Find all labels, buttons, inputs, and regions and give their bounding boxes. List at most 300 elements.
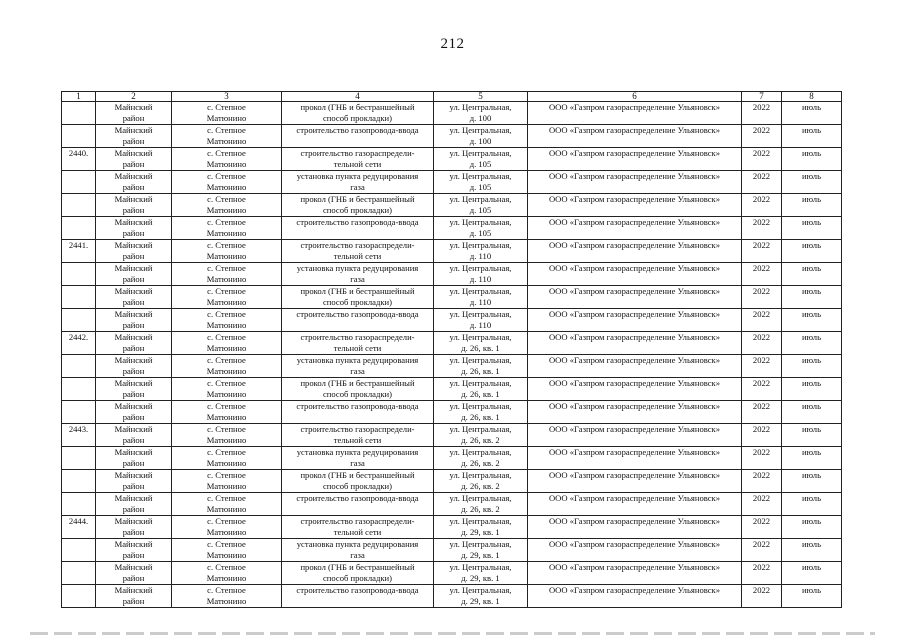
- locality-cell: [172, 378, 282, 401]
- locality-cell-line: Матюнино: [206, 504, 247, 514]
- locality-cell: [172, 125, 282, 148]
- district-cell: [96, 378, 172, 401]
- item-number-cell: [62, 355, 96, 378]
- year-cell: 2022: [742, 332, 782, 355]
- organization-cell: ООО «Газпром газораспределение Ульяновск»: [528, 148, 742, 171]
- month-cell: июль: [782, 286, 842, 309]
- locality-cell-line: Матюнино: [206, 573, 247, 583]
- district-cell-line: Майнский: [114, 217, 153, 227]
- page-number: 212: [440, 36, 465, 52]
- address-cell-line: д. 26, кв. 1: [461, 389, 500, 399]
- header-cell-8: 8: [782, 92, 842, 102]
- district-cell: [96, 194, 172, 217]
- address-cell-line: д. 105: [469, 159, 492, 169]
- month-cell: июль: [782, 263, 842, 286]
- address-cell: [434, 424, 528, 447]
- work-type-cell: [282, 171, 434, 194]
- address-cell: [434, 562, 528, 585]
- locality-cell-line: Матюнино: [206, 527, 247, 537]
- locality-cell-line: Матюнино: [206, 412, 247, 422]
- district-cell-line: район: [122, 343, 145, 353]
- organization-cell: ООО «Газпром газораспределение Ульяновск»: [528, 470, 742, 493]
- address-cell: [434, 309, 528, 332]
- district-cell: [96, 125, 172, 148]
- locality-cell: [172, 332, 282, 355]
- work-type-cell-line: способ прокладки): [322, 205, 393, 215]
- work-type-cell-line: строительство газораспредели-: [300, 148, 415, 158]
- locality-cell-line: с. Степное: [207, 263, 246, 273]
- month-cell: июль: [782, 240, 842, 263]
- month-cell: июль: [782, 378, 842, 401]
- address-cell-line: ул. Центральная,: [449, 516, 512, 526]
- organization-cell: ООО «Газпром газораспределение Ульяновск»: [528, 102, 742, 125]
- district-cell-line: район: [122, 481, 145, 491]
- table-row: [62, 562, 842, 585]
- district-cell-line: район: [122, 366, 145, 376]
- locality-cell-line: Матюнино: [206, 550, 247, 560]
- work-type-cell-line: прокол (ГНБ и бестраншейный: [300, 562, 415, 572]
- year-cell: 2022: [742, 539, 782, 562]
- month-cell: июль: [782, 585, 842, 608]
- table-row: [62, 332, 842, 355]
- organization-cell: ООО «Газпром газораспределение Ульяновск»: [528, 401, 742, 424]
- address-cell-line: д. 110: [469, 274, 492, 284]
- locality-cell-line: с. Степное: [207, 585, 246, 595]
- address-cell-line: д. 100: [469, 136, 492, 146]
- district-cell: [96, 286, 172, 309]
- locality-cell-line: Матюнино: [206, 389, 247, 399]
- locality-cell-line: с. Степное: [207, 125, 246, 135]
- organization-cell: ООО «Газпром газораспределение Ульяновск»: [528, 447, 742, 470]
- work-type-cell-line: способ прокладки): [322, 113, 393, 123]
- locality-cell: [172, 171, 282, 194]
- work-type-cell-line: строительство газопровода-ввода: [296, 401, 419, 411]
- work-type-cell-line: тельной сети: [333, 343, 382, 353]
- table-row: [62, 516, 842, 539]
- table-row: [62, 539, 842, 562]
- locality-cell: [172, 585, 282, 608]
- item-number-cell: [62, 401, 96, 424]
- month-cell: июль: [782, 516, 842, 539]
- locality-cell: [172, 217, 282, 240]
- table-row: [62, 102, 842, 125]
- item-number-cell: [62, 562, 96, 585]
- organization-cell: ООО «Газпром газораспределение Ульяновск»: [528, 355, 742, 378]
- district-cell-line: Майнский: [114, 171, 153, 181]
- address-cell-line: д. 26, кв. 2: [461, 481, 500, 491]
- address-cell-line: д. 29, кв. 1: [461, 550, 500, 560]
- locality-cell-line: с. Степное: [207, 401, 246, 411]
- address-cell-line: ул. Центральная,: [449, 585, 512, 595]
- table-row: [62, 240, 842, 263]
- locality-cell: [172, 263, 282, 286]
- address-cell-line: д. 29, кв. 1: [461, 596, 500, 606]
- locality-cell-line: Матюнино: [206, 228, 247, 238]
- table-row: [62, 424, 842, 447]
- address-cell-line: ул. Центральная,: [449, 217, 512, 227]
- work-type-cell-line: строительство газопровода-ввода: [296, 493, 419, 503]
- work-type-cell-line: способ прокладки): [322, 573, 393, 583]
- work-type-cell-line: установка пункта редуцирования: [296, 355, 419, 365]
- address-cell-line: ул. Центральная,: [449, 493, 512, 503]
- district-cell-line: район: [122, 596, 145, 606]
- organization-cell: ООО «Газпром газораспределение Ульяновск»: [528, 378, 742, 401]
- address-cell-line: д. 26, кв. 1: [461, 412, 500, 422]
- address-cell-line: ул. Центральная,: [449, 470, 512, 480]
- work-type-cell-line: строительство газораспредели-: [300, 332, 415, 342]
- work-type-cell-line: строительство газопровода-ввода: [296, 125, 419, 135]
- address-cell-line: ул. Центральная,: [449, 263, 512, 273]
- item-number-cell: [62, 217, 96, 240]
- locality-cell-line: Матюнино: [206, 458, 247, 468]
- item-number-cell: [62, 378, 96, 401]
- work-type-cell: [282, 447, 434, 470]
- header-cell-1: 1: [62, 92, 96, 102]
- table-row: [62, 148, 842, 171]
- item-number-cell: [62, 309, 96, 332]
- year-cell: 2022: [742, 424, 782, 447]
- month-cell: июль: [782, 470, 842, 493]
- address-cell-line: ул. Центральная,: [449, 378, 512, 388]
- locality-cell-line: Матюнино: [206, 481, 247, 491]
- organization-cell: ООО «Газпром газораспределение Ульяновск»: [528, 424, 742, 447]
- address-cell: [434, 493, 528, 516]
- month-cell: июль: [782, 171, 842, 194]
- work-type-cell-line: строительство газопровода-ввода: [296, 585, 419, 595]
- work-type-cell-line: тельной сети: [333, 527, 382, 537]
- work-type-cell: [282, 516, 434, 539]
- header-cell-2: 2: [96, 92, 172, 102]
- work-type-cell-line: прокол (ГНБ и бестраншейный: [300, 378, 415, 388]
- table-body: [62, 102, 842, 608]
- table-row: [62, 309, 842, 332]
- work-type-cell-line: прокол (ГНБ и бестраншейный: [300, 102, 415, 112]
- address-cell-line: ул. Центральная,: [449, 424, 512, 434]
- address-cell: [434, 585, 528, 608]
- district-cell-line: район: [122, 228, 145, 238]
- address-cell-line: ул. Центральная,: [449, 562, 512, 572]
- work-type-cell: [282, 424, 434, 447]
- item-number-cell: 2440.: [62, 148, 96, 171]
- district-cell: [96, 493, 172, 516]
- work-type-cell: [282, 493, 434, 516]
- year-cell: 2022: [742, 171, 782, 194]
- gasification-table: [61, 91, 842, 608]
- district-cell-line: Майнский: [114, 562, 153, 572]
- item-number-cell: [62, 286, 96, 309]
- district-cell-line: Майнский: [114, 263, 153, 273]
- item-number-cell: [62, 539, 96, 562]
- month-cell: июль: [782, 194, 842, 217]
- work-type-cell: [282, 286, 434, 309]
- district-cell-line: район: [122, 251, 145, 261]
- district-cell-line: район: [122, 159, 145, 169]
- work-type-cell-line: установка пункта редуцирования: [296, 171, 419, 181]
- work-type-cell: [282, 332, 434, 355]
- locality-cell: [172, 194, 282, 217]
- table-row: [62, 585, 842, 608]
- work-type-cell: [282, 194, 434, 217]
- organization-cell: ООО «Газпром газораспределение Ульяновск»: [528, 217, 742, 240]
- year-cell: 2022: [742, 378, 782, 401]
- district-cell: [96, 148, 172, 171]
- item-number-cell: 2442.: [62, 332, 96, 355]
- locality-cell-line: Матюнино: [206, 113, 247, 123]
- locality-cell-line: с. Степное: [207, 309, 246, 319]
- district-cell-line: Майнский: [114, 125, 153, 135]
- work-type-cell: [282, 217, 434, 240]
- year-cell: 2022: [742, 585, 782, 608]
- month-cell: июль: [782, 493, 842, 516]
- address-cell-line: ул. Центральная,: [449, 148, 512, 158]
- locality-cell: [172, 539, 282, 562]
- district-cell-line: Майнский: [114, 332, 153, 342]
- locality-cell-line: Матюнино: [206, 435, 247, 445]
- item-number-cell: [62, 470, 96, 493]
- locality-cell-line: Матюнино: [206, 297, 247, 307]
- header-cell-4: 4: [282, 92, 434, 102]
- work-type-cell: [282, 102, 434, 125]
- work-type-cell-line: тельной сети: [333, 251, 382, 261]
- district-cell: [96, 217, 172, 240]
- locality-cell-line: с. Степное: [207, 332, 246, 342]
- district-cell-line: Майнский: [114, 493, 153, 503]
- district-cell-line: Майнский: [114, 424, 153, 434]
- district-cell: [96, 562, 172, 585]
- item-number-cell: [62, 447, 96, 470]
- address-cell: [434, 355, 528, 378]
- locality-cell: [172, 286, 282, 309]
- locality-cell-line: Матюнино: [206, 320, 247, 330]
- address-cell-line: д. 26, кв. 2: [461, 504, 500, 514]
- organization-cell: ООО «Газпром газораспределение Ульяновск»: [528, 332, 742, 355]
- year-cell: 2022: [742, 125, 782, 148]
- locality-cell-line: Матюнино: [206, 596, 247, 606]
- table-row: [62, 171, 842, 194]
- year-cell: 2022: [742, 240, 782, 263]
- address-cell-line: д. 110: [469, 320, 492, 330]
- locality-cell-line: Матюнино: [206, 159, 247, 169]
- district-cell: [96, 309, 172, 332]
- work-type-cell-line: газа: [350, 458, 365, 468]
- year-cell: 2022: [742, 493, 782, 516]
- district-cell-line: Майнский: [114, 355, 153, 365]
- item-number-cell: 2443.: [62, 424, 96, 447]
- month-cell: июль: [782, 217, 842, 240]
- work-type-cell-line: прокол (ГНБ и бестраншейный: [300, 286, 415, 296]
- district-cell: [96, 355, 172, 378]
- district-cell-line: район: [122, 389, 145, 399]
- header-cell-7: 7: [742, 92, 782, 102]
- locality-cell: [172, 447, 282, 470]
- item-number-cell: [62, 194, 96, 217]
- address-cell: [434, 171, 528, 194]
- item-number-cell: [62, 171, 96, 194]
- year-cell: 2022: [742, 355, 782, 378]
- address-cell-line: д. 105: [469, 228, 492, 238]
- table-row: [62, 355, 842, 378]
- item-number-cell: 2441.: [62, 240, 96, 263]
- item-number-cell: [62, 493, 96, 516]
- locality-cell-line: с. Степное: [207, 194, 246, 204]
- address-cell: [434, 148, 528, 171]
- work-type-cell-line: способ прокладки): [322, 481, 393, 491]
- month-cell: июль: [782, 355, 842, 378]
- district-cell-line: район: [122, 205, 145, 215]
- address-cell-line: ул. Центральная,: [449, 171, 512, 181]
- organization-cell: ООО «Газпром газораспределение Ульяновск»: [528, 263, 742, 286]
- work-type-cell: [282, 378, 434, 401]
- work-type-cell-line: прокол (ГНБ и бестраншейный: [300, 470, 415, 480]
- work-type-cell-line: строительство газораспредели-: [300, 240, 415, 250]
- locality-cell-line: Матюнино: [206, 274, 247, 284]
- address-cell-line: д. 29, кв. 1: [461, 527, 500, 537]
- address-cell-line: ул. Центральная,: [449, 355, 512, 365]
- organization-cell: ООО «Газпром газораспределение Ульяновск»: [528, 286, 742, 309]
- work-type-cell-line: установка пункта редуцирования: [296, 447, 419, 457]
- address-cell-line: ул. Центральная,: [449, 194, 512, 204]
- address-cell-line: д. 105: [469, 182, 492, 192]
- address-cell: [434, 194, 528, 217]
- item-number-cell: [62, 102, 96, 125]
- organization-cell: ООО «Газпром газораспределение Ульяновск»: [528, 240, 742, 263]
- table-row: [62, 194, 842, 217]
- district-cell: [96, 424, 172, 447]
- work-type-cell: [282, 585, 434, 608]
- locality-cell-line: Матюнино: [206, 251, 247, 261]
- locality-cell-line: с. Степное: [207, 470, 246, 480]
- month-cell: июль: [782, 332, 842, 355]
- district-cell: [96, 240, 172, 263]
- address-cell-line: д. 26, кв. 1: [461, 366, 500, 376]
- work-type-cell: [282, 240, 434, 263]
- work-type-cell: [282, 470, 434, 493]
- address-cell: [434, 470, 528, 493]
- address-cell-line: д. 105: [469, 205, 492, 215]
- work-type-cell-line: тельной сети: [333, 435, 382, 445]
- address-cell-line: д. 110: [469, 297, 492, 307]
- district-cell-line: Майнский: [114, 401, 153, 411]
- work-type-cell: [282, 355, 434, 378]
- locality-cell-line: Матюнино: [206, 343, 247, 353]
- address-cell: [434, 102, 528, 125]
- address-cell: [434, 286, 528, 309]
- header-cell-3: 3: [172, 92, 282, 102]
- district-cell-line: район: [122, 527, 145, 537]
- month-cell: июль: [782, 447, 842, 470]
- organization-cell: ООО «Газпром газораспределение Ульяновск»: [528, 516, 742, 539]
- locality-cell-line: с. Степное: [207, 539, 246, 549]
- locality-cell: [172, 148, 282, 171]
- district-cell: [96, 585, 172, 608]
- district-cell: [96, 102, 172, 125]
- locality-cell-line: с. Степное: [207, 378, 246, 388]
- locality-cell: [172, 102, 282, 125]
- district-cell-line: район: [122, 182, 145, 192]
- month-cell: июль: [782, 539, 842, 562]
- locality-cell-line: с. Степное: [207, 562, 246, 572]
- address-cell-line: д. 26, кв. 2: [461, 458, 500, 468]
- address-cell-line: д. 26, кв. 1: [461, 343, 500, 353]
- year-cell: 2022: [742, 447, 782, 470]
- year-cell: 2022: [742, 102, 782, 125]
- work-type-cell-line: установка пункта редуцирования: [296, 539, 419, 549]
- organization-cell: ООО «Газпром газораспределение Ульяновск»: [528, 539, 742, 562]
- district-cell-line: Майнский: [114, 539, 153, 549]
- district-cell-line: район: [122, 435, 145, 445]
- month-cell: июль: [782, 401, 842, 424]
- table-row: [62, 401, 842, 424]
- work-type-cell: [282, 401, 434, 424]
- district-cell-line: Майнский: [114, 516, 153, 526]
- item-number-cell: [62, 263, 96, 286]
- locality-cell: [172, 424, 282, 447]
- address-cell: [434, 401, 528, 424]
- district-cell-line: Майнский: [114, 309, 153, 319]
- address-cell: [434, 447, 528, 470]
- district-cell-line: район: [122, 113, 145, 123]
- address-cell-line: ул. Центральная,: [449, 240, 512, 250]
- table-row: [62, 447, 842, 470]
- locality-cell: [172, 470, 282, 493]
- work-type-cell-line: газа: [350, 550, 365, 560]
- locality-cell-line: с. Степное: [207, 148, 246, 158]
- address-cell: [434, 332, 528, 355]
- organization-cell: ООО «Газпром газораспределение Ульяновск»: [528, 309, 742, 332]
- header-cell-6: 6: [528, 92, 742, 102]
- locality-cell-line: с. Степное: [207, 217, 246, 227]
- table-row: [62, 286, 842, 309]
- year-cell: 2022: [742, 309, 782, 332]
- organization-cell: ООО «Газпром газораспределение Ульяновск»: [528, 493, 742, 516]
- address-cell: [434, 240, 528, 263]
- year-cell: 2022: [742, 516, 782, 539]
- district-cell-line: Майнский: [114, 286, 153, 296]
- address-cell-line: ул. Центральная,: [449, 401, 512, 411]
- district-cell-line: район: [122, 550, 145, 560]
- district-cell-line: Майнский: [114, 194, 153, 204]
- district-cell: [96, 263, 172, 286]
- address-cell-line: ул. Центральная,: [449, 539, 512, 549]
- district-cell: [96, 470, 172, 493]
- work-type-cell-line: способ прокладки): [322, 389, 393, 399]
- month-cell: июль: [782, 148, 842, 171]
- locality-cell: [172, 355, 282, 378]
- year-cell: 2022: [742, 148, 782, 171]
- month-cell: июль: [782, 424, 842, 447]
- year-cell: 2022: [742, 470, 782, 493]
- month-cell: июль: [782, 562, 842, 585]
- district-cell-line: Майнский: [114, 470, 153, 480]
- locality-cell: [172, 240, 282, 263]
- district-cell: [96, 516, 172, 539]
- district-cell-line: район: [122, 412, 145, 422]
- district-cell-line: Майнский: [114, 378, 153, 388]
- district-cell-line: район: [122, 274, 145, 284]
- address-cell-line: д. 26, кв. 2: [461, 435, 500, 445]
- table-row: [62, 125, 842, 148]
- work-type-cell-line: тельной сети: [333, 159, 382, 169]
- organization-cell: ООО «Газпром газораспределение Ульяновск»: [528, 171, 742, 194]
- locality-cell: [172, 401, 282, 424]
- year-cell: 2022: [742, 562, 782, 585]
- address-cell-line: ул. Центральная,: [449, 332, 512, 342]
- locality-cell: [172, 309, 282, 332]
- address-cell-line: д. 29, кв. 1: [461, 573, 500, 583]
- locality-cell: [172, 516, 282, 539]
- organization-cell: ООО «Газпром газораспределение Ульяновск»: [528, 585, 742, 608]
- work-type-cell-line: строительство газораспредели-: [300, 516, 415, 526]
